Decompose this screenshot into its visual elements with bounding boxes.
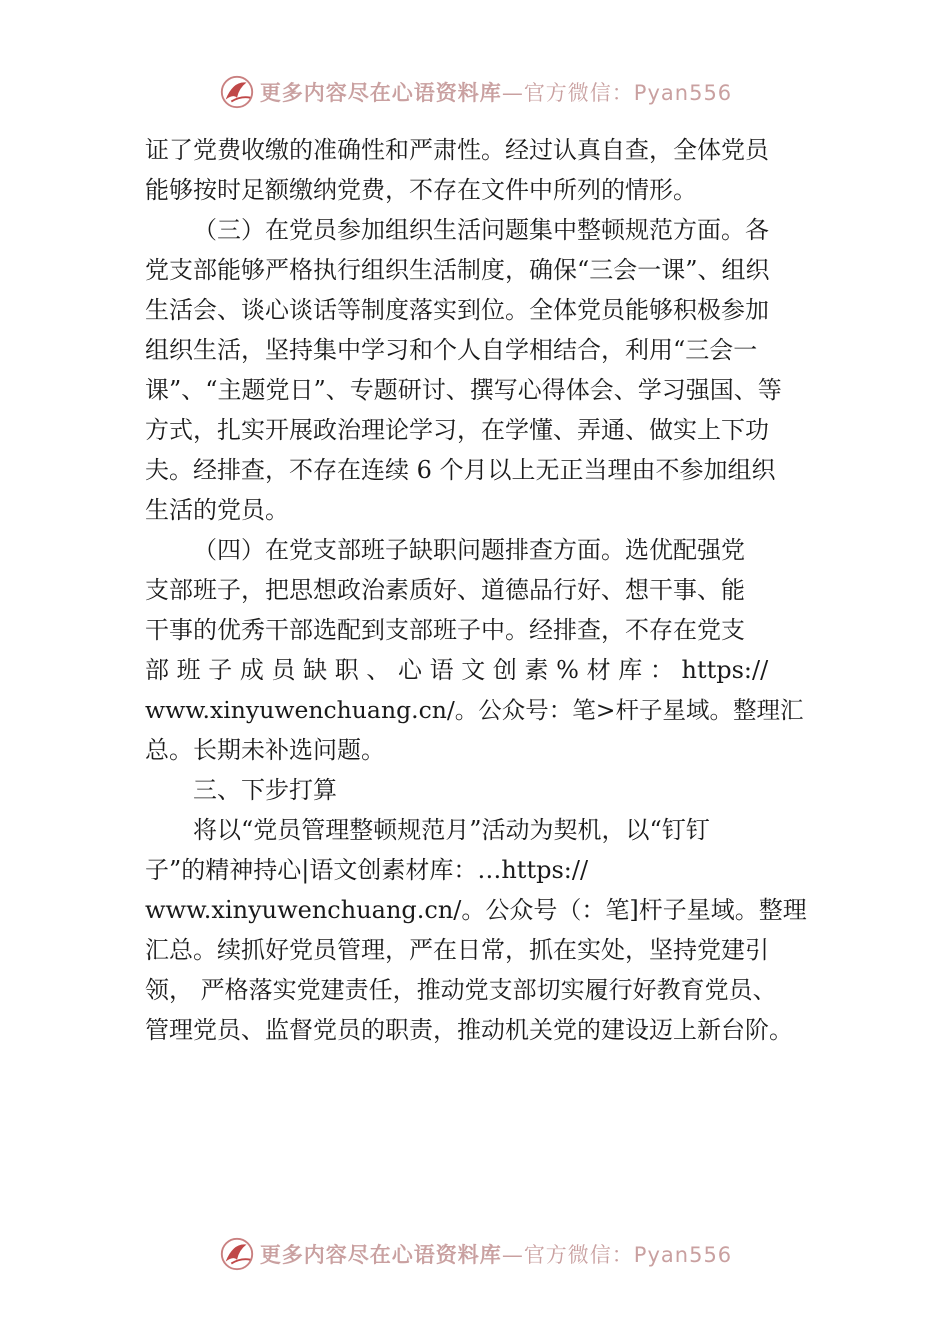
text-line: www.xinyuwenchuang.cn/。公众号：笔>杆子星域。整理汇 (145, 696, 804, 724)
text-line: 生活的党员。 (145, 496, 289, 524)
footer-watermark-text (260, 1239, 732, 1269)
text-line: 管理党员、监督党员的职责，推动机关党的建设迈上新台阶。 (145, 1016, 793, 1044)
text-line: 总。长期未补选问题。 (145, 736, 385, 764)
header-watermark-text (260, 77, 732, 107)
logo-icon (218, 1235, 256, 1273)
logo-icon (218, 73, 256, 111)
header-watermark-bold: 更多内容尽在心语资料库 (259, 81, 502, 105)
text-line: 领， 严格落实党建责任，推动党支部切实履行好教育党员、 (145, 976, 777, 1004)
section-heading: 三、下步打算 (193, 776, 337, 804)
text-line: 生活会、谈心谈话等制度落实到位。全体党员能够积极参加 (145, 296, 769, 324)
header-watermark (0, 70, 950, 114)
footer-watermark-bold: 更多内容尽在心语资料库 (259, 1243, 502, 1267)
text-line: 能够按时足额缴纳党费，不存在文件中所列的情形。 (145, 176, 697, 204)
text-line: 将以“党员管理整顿规范月”活动为契机，以“钉钉 (193, 816, 710, 844)
text-line: 课”、“主题党日”、专题研讨、撰写心得体会、学习强国、等 (145, 376, 782, 404)
text-line: 干事的优秀干部选配到支部班子中。经排查，不存在党支 (145, 616, 745, 644)
text-line: www.xinyuwenchuang.cn/。公众号（：笔]杆子星域。整理 (145, 896, 807, 924)
document-body (145, 130, 815, 1050)
text-line: 部 班 子 成 员 缺 职 、 心 语 文 创 素 % 材 库 ： https:// (145, 656, 769, 684)
text-line: 汇总。续抓好党员管理，严在日常，抓在实处，坚持党建引 (145, 936, 769, 964)
text-line: 夫。经排查，不存在连续 6 个月以上无正当理由不参加组织 (145, 456, 776, 484)
text-line: 证了党费收缴的准确性和严肃性。经过认真自查，全体党员 (145, 136, 769, 164)
text-line: 支部班子，把思想政治素质好、道德品行好、想干事、能 (145, 576, 745, 604)
text-line: （三）在党员参加组织生活问题集中整顿规范方面。各 (193, 216, 769, 244)
text-line: 子”的精神持心|语文创素材库：…https:// (145, 856, 589, 884)
text-line: 组织生活，坚持集中学习和个人自学相结合，利用“三会一 (145, 336, 758, 364)
footer-watermark-contact: —官方微信：Pyan556 (501, 1243, 733, 1267)
text-line: （四）在党支部班子缺职问题排查方面。选优配强党 (193, 536, 745, 564)
header-watermark-contact: —官方微信：Pyan556 (501, 81, 733, 105)
text-line: 方式，扎实开展政治理论学习，在学懂、弄通、做实上下功 (145, 416, 769, 444)
footer-watermark (0, 1232, 950, 1276)
text-line: 党支部能够严格执行组织生活制度，确保“三会一课”、组织 (145, 256, 770, 284)
